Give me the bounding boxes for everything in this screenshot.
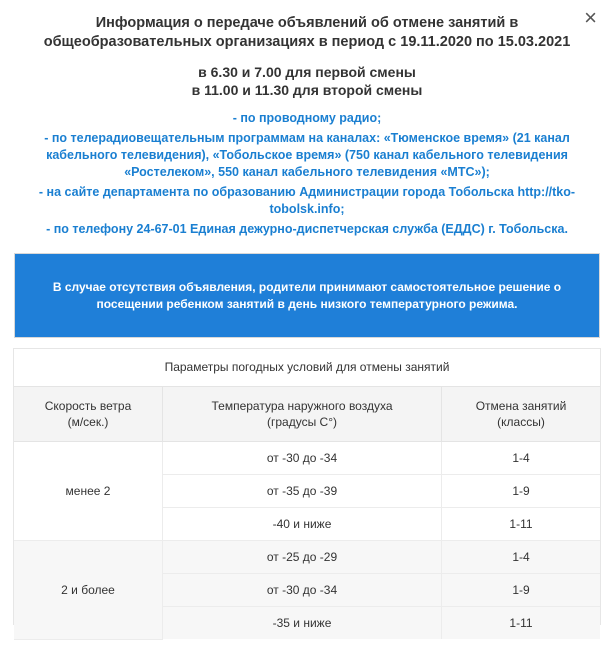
channel-website[interactable]: - на сайте департамента по образованию Администрации города Тобольска http://tko-tobolsk.info;: [38, 185, 576, 216]
table-row: [14, 541, 600, 574]
grades-cell: 1-11: [442, 508, 601, 541]
grades-cell: 1-4: [442, 442, 601, 475]
first-shift-time: в 6.30 и 7.00 для первой смены: [198, 64, 416, 80]
header-temperature-label: Температура наружного воздуха: [211, 399, 393, 413]
header-cancel-label: Отмена занятий: [475, 399, 567, 413]
temp-cell: от -30 до -34: [163, 574, 442, 607]
grades-cell: 1-11: [442, 607, 601, 640]
channel-radio: - по проводному радио;: [232, 111, 382, 125]
header-wind: [14, 387, 163, 442]
header-cancel: [442, 387, 601, 442]
header-cancel-unit: (классы): [497, 415, 545, 429]
weather-params-table: [14, 386, 600, 640]
table-row: [14, 442, 600, 475]
temp-cell: -40 и ниже: [163, 508, 442, 541]
temp-cell: от -30 до -34: [163, 442, 442, 475]
grades-cell: 1-9: [442, 475, 601, 508]
channel-tv: - по телерадиовещательным программам на каналах: «Тюменское время» (21 канал кабельного телевидения), «Тобольское время» (750 канал кабельного телевидения «Ростелеком», 550 канал кабельного телевидения «МТС»);: [44, 131, 570, 179]
grades-cell: 1-4: [442, 541, 601, 574]
temp-cell: от -35 до -39: [163, 475, 442, 508]
channel-phone: - по телефону 24-67-01 Единая дежурно-диспетчерская служба (ЕДДС) г. Тобольска.: [46, 222, 568, 236]
second-shift-time: в 11.00 и 11.30 для второй смены: [191, 82, 423, 98]
header-wind-unit: (м/сек.): [67, 415, 109, 429]
broadcast-times: [14, 63, 600, 99]
temp-cell: -35 и ниже: [163, 607, 442, 640]
table-caption: Параметры погодных условий для отмены занятий: [164, 360, 450, 374]
close-icon[interactable]: ×: [584, 5, 597, 30]
temp-cell: от -25 до -29: [163, 541, 442, 574]
grades-cell: 1-9: [442, 574, 601, 607]
header-temperature: [163, 387, 442, 442]
header-temperature-unit: (градусы С°): [266, 415, 337, 429]
modal-title: Информация о передаче объявлений об отмене занятий в общеобразовательных организациях в период с 19.11.2020 по 15.03.2021: [43, 15, 571, 50]
header-wind-label: Скорость ветра: [44, 399, 132, 413]
table-header-row: [14, 387, 600, 442]
wind-cell: менее 2: [14, 442, 163, 541]
channels-list: [14, 110, 600, 238]
notice-banner: [14, 253, 600, 338]
notice-text: В случае отсутствия объявления, родители принимают самостоятельное решение о посещении ребенком занятий в день низкого температурного режима.: [52, 279, 562, 311]
wind-cell: 2 и более: [14, 541, 163, 640]
weather-params-card: [13, 348, 601, 630]
